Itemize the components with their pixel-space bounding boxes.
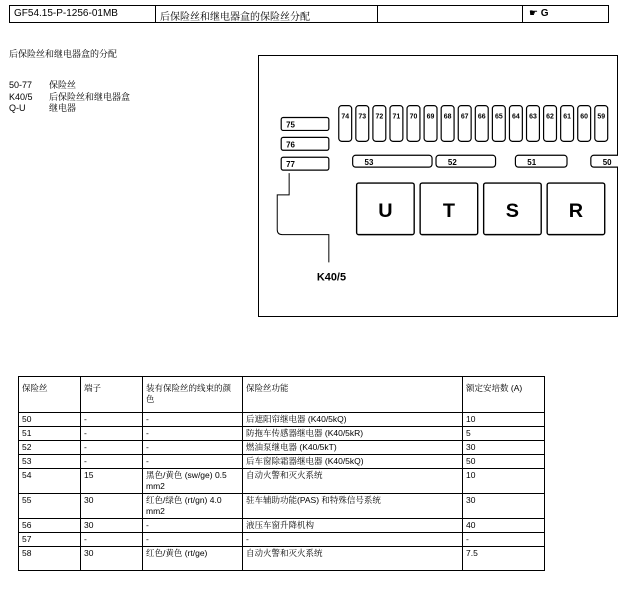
left-fuse-column xyxy=(281,118,329,171)
cell-fuse: 51 xyxy=(19,427,81,441)
wide-fuse-row xyxy=(353,155,618,167)
cell-terminal: - xyxy=(81,441,143,455)
relay-label: T xyxy=(442,199,455,222)
callout-line xyxy=(277,173,329,262)
fuse-label: 53 xyxy=(364,158,374,168)
table-row xyxy=(19,455,545,469)
fuse-slot xyxy=(595,106,608,142)
col-header-amps: 额定安培数 (A) xyxy=(463,377,545,413)
table-body xyxy=(19,413,545,571)
col-header-terminal: 端子 xyxy=(81,377,143,413)
fuse-label: 68 xyxy=(443,113,452,121)
cell-color: - xyxy=(143,413,243,427)
relay-label: R xyxy=(568,199,584,222)
legend-value: 保险丝 xyxy=(49,80,77,90)
cell-function: 防拖车传感器继电器 (K40/5kR) xyxy=(243,427,463,441)
fuse-label: 75 xyxy=(286,120,295,130)
legend-value: 继电器 xyxy=(49,103,77,113)
cell-terminal: - xyxy=(81,413,143,427)
cell-fuse: 56 xyxy=(19,519,81,533)
cell-function: 燃油泵继电器 (K40/5kT) xyxy=(243,441,463,455)
fuse-label: 72 xyxy=(375,113,384,121)
cell-amps: 10 xyxy=(463,413,545,427)
fuse-label: 76 xyxy=(286,140,295,150)
cell-function: 自动火警和灭火系统 xyxy=(243,547,463,571)
fuse-slot xyxy=(407,106,420,142)
cell-color: - xyxy=(143,519,243,533)
fuse-label: 73 xyxy=(358,113,367,121)
fuse-slot xyxy=(436,155,496,167)
fuse-slot xyxy=(561,106,574,142)
cell-fuse: 53 xyxy=(19,455,81,469)
legend xyxy=(9,80,130,115)
fuse-slot xyxy=(339,106,352,142)
cell-terminal: 30 xyxy=(81,547,143,571)
cell-fuse: 55 xyxy=(19,494,81,519)
cell-color: - xyxy=(143,427,243,441)
fuse-slot xyxy=(441,106,454,142)
header-corner-link[interactable]: ☛ G xyxy=(529,8,549,19)
fuse-label: 52 xyxy=(447,158,457,168)
table-row xyxy=(19,427,545,441)
legend-key: Q-U xyxy=(9,103,26,113)
cell-function: 后车窗除霜器继电器 (K40/5kQ) xyxy=(243,455,463,469)
fuse-label: 63 xyxy=(529,113,537,121)
cell-function: 液压车窗升降机构 xyxy=(243,519,463,533)
cell-amps: 5 xyxy=(463,427,545,441)
fuse-slot xyxy=(578,106,591,142)
fuse-label: 77 xyxy=(286,160,295,170)
cell-color: 红色/黄色 (rt/ge) xyxy=(143,547,243,571)
fuse-slot xyxy=(373,106,386,142)
relay-row xyxy=(357,183,605,235)
cell-color: 黑色/黄色 (sw/ge) 0.5 mm2 xyxy=(143,469,243,494)
header-empty-cell xyxy=(378,6,523,22)
fuse-label: 71 xyxy=(392,113,401,121)
legend-row xyxy=(9,92,130,104)
fuse-slot xyxy=(424,106,437,142)
table-row xyxy=(19,413,545,427)
fuse-slot xyxy=(544,106,557,142)
fuse-slot xyxy=(492,106,505,142)
cell-color: 红色/绿色 (rt/gn) 4.0 mm2 xyxy=(143,494,243,519)
fuse-slot xyxy=(356,106,369,142)
cell-fuse: 58 xyxy=(19,547,81,571)
cell-function: - xyxy=(243,533,463,547)
fuse-label: 65 xyxy=(494,113,503,121)
cell-amps: 30 xyxy=(463,441,545,455)
col-header-function: 保险丝功能 xyxy=(243,377,463,413)
cell-fuse: 57 xyxy=(19,533,81,547)
table-row xyxy=(19,533,545,547)
cell-fuse: 52 xyxy=(19,441,81,455)
fuse-slot xyxy=(527,106,540,142)
table-header-row xyxy=(19,377,545,413)
fuse-label: 60 xyxy=(580,113,589,121)
table-row xyxy=(19,441,545,455)
table-row xyxy=(19,519,545,533)
cell-function: 后遮阳帘继电器 (K40/5kQ) xyxy=(243,413,463,427)
fuse-slot xyxy=(390,106,403,142)
fuse-label: 61 xyxy=(563,113,571,121)
document-header xyxy=(9,5,609,23)
table-row xyxy=(19,494,545,519)
section-title: 后保险丝和继电器盒的分配 xyxy=(9,49,118,59)
fuse-box-drawing xyxy=(259,56,617,316)
cell-amps: 50 xyxy=(463,455,545,469)
col-header-fuse: 保险丝 xyxy=(19,377,81,413)
fuse-slot xyxy=(458,106,471,142)
doc-id: GF54.15-P-1256-01MB xyxy=(10,6,156,22)
cell-amps: 7.5 xyxy=(463,547,545,571)
col-header-color: 装有保险丝的线束的颜色 xyxy=(143,377,243,413)
fuse-label: 67 xyxy=(460,113,469,121)
cell-amps: - xyxy=(463,533,545,547)
fuse-label: 59 xyxy=(597,113,606,121)
table-row xyxy=(19,547,545,571)
cell-color: - xyxy=(143,533,243,547)
cell-function: 自动火警和灭火系统 xyxy=(243,469,463,494)
table-row xyxy=(19,469,545,494)
fuse-label: 51 xyxy=(527,158,537,168)
top-fuse-row xyxy=(339,106,608,142)
fuse-label: 70 xyxy=(409,113,418,121)
relay-label: S xyxy=(505,199,520,222)
legend-row xyxy=(9,103,130,115)
cell-fuse: 54 xyxy=(19,469,81,494)
fuse-slot xyxy=(475,106,488,142)
cell-amps: 30 xyxy=(463,494,545,519)
cell-function: 驻车辅助功能(PAS) 和特殊信号系统 xyxy=(243,494,463,519)
fuse-box-diagram xyxy=(258,55,618,317)
fuse-slot xyxy=(515,155,567,167)
cell-terminal: 15 xyxy=(81,469,143,494)
legend-key: 50-77 xyxy=(9,80,33,90)
cell-terminal: - xyxy=(81,455,143,469)
fuse-slot xyxy=(509,106,522,142)
fuse-table xyxy=(18,376,545,571)
callout-label: K40/5 xyxy=(316,271,347,284)
cell-terminal: - xyxy=(81,533,143,547)
legend-value: 后保险丝和继电器盒 xyxy=(49,91,131,102)
cell-color: - xyxy=(143,455,243,469)
cell-amps: 10 xyxy=(463,469,545,494)
relay-label: U xyxy=(378,199,393,222)
fuse-label: 62 xyxy=(546,113,554,121)
header-title: 后保险丝和继电器盒的保险丝分配 xyxy=(156,6,378,22)
cell-terminal: 30 xyxy=(81,519,143,533)
cell-terminal: - xyxy=(81,427,143,441)
legend-key: K40/5 xyxy=(9,91,33,102)
fuse-label: 69 xyxy=(426,113,435,121)
cell-amps: 40 xyxy=(463,519,545,533)
cell-terminal: 30 xyxy=(81,494,143,519)
fuse-label: 66 xyxy=(477,113,486,121)
legend-row xyxy=(9,80,130,92)
fuse-label: 64 xyxy=(512,113,520,121)
fuse-label: 50 xyxy=(602,158,612,168)
cell-fuse: 50 xyxy=(19,413,81,427)
cell-color: - xyxy=(143,441,243,455)
fuse-label: 74 xyxy=(341,113,350,121)
